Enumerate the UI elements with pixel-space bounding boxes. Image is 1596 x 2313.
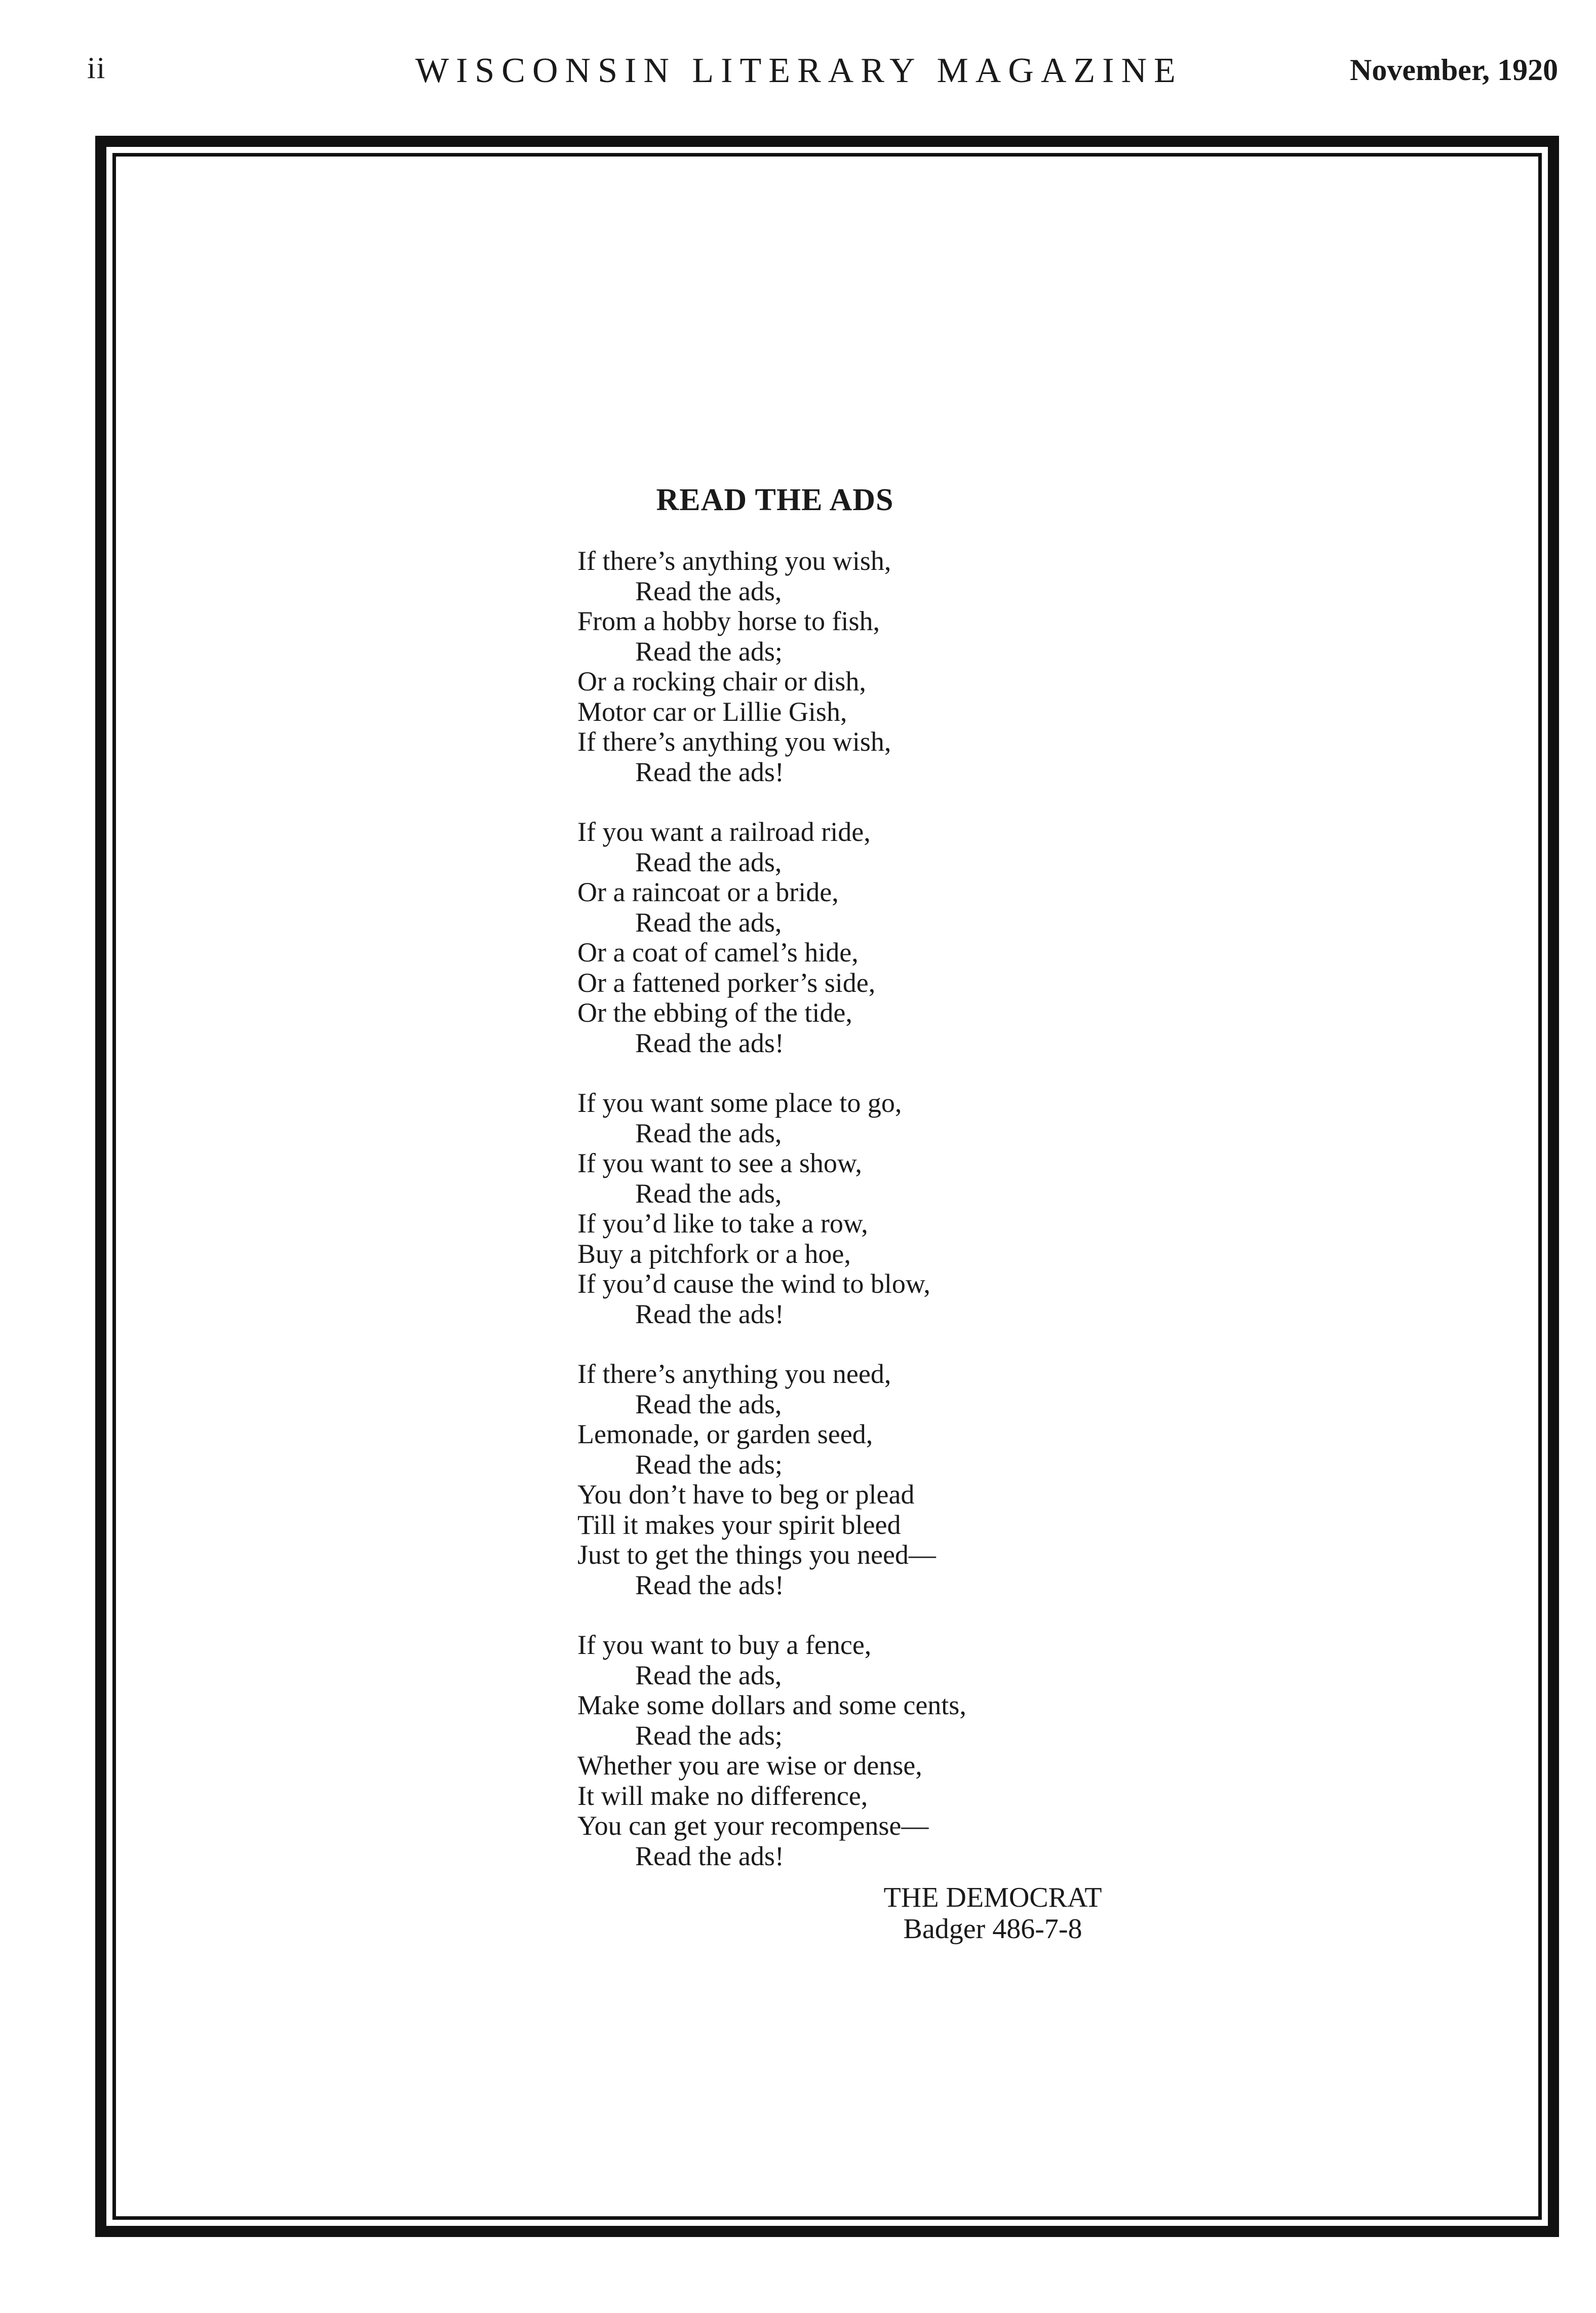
magazine-title: WISCONSIN LITERARY MAGAZINE <box>415 51 1183 90</box>
advertiser-phone: Badger 486-7-8 <box>903 1913 1082 1945</box>
poem-line: If you’d like to take a row, <box>577 1208 868 1239</box>
poem-stanza <box>577 817 1135 1058</box>
poem-line: It will make no difference, <box>577 1780 868 1811</box>
poem-line: Till it makes your spirit bleed <box>577 1509 901 1540</box>
poem-line: If you want to buy a fence, <box>577 1630 872 1660</box>
poem-refrain: Read the ads; <box>635 1720 783 1751</box>
poem-line: Motor car or Lillie Gish, <box>577 696 847 727</box>
poem-refrain: Read the ads, <box>635 907 782 938</box>
poem-refrain: Read the ads, <box>635 1178 782 1209</box>
poem-line: If you want a railroad ride, <box>577 817 871 847</box>
poem-title: READ THE ADS <box>656 483 894 517</box>
issue-date: November, 1920 <box>1350 53 1559 87</box>
poem-refrain: Read the ads! <box>635 1027 784 1058</box>
poem-line: You can get your recompense— <box>577 1810 929 1841</box>
poem-line: Make some dollars and some cents, <box>577 1690 966 1720</box>
poem-refrain: Read the ads! <box>635 1840 784 1871</box>
poem-line: Or the ebbing of the tide, <box>577 997 852 1028</box>
poem-stanza <box>577 1088 1135 1329</box>
poem-refrain: Read the ads, <box>635 1389 782 1419</box>
poem-line: Buy a pitchfork or a hoe, <box>577 1238 851 1269</box>
poem-refrain: Read the ads, <box>635 1117 782 1148</box>
poem-line: Or a raincoat or a bride, <box>577 877 839 907</box>
poem-refrain: Read the ads, <box>635 846 782 877</box>
poem-line: From a hobby horse to fish, <box>577 606 880 636</box>
poem-line: If you’d cause the wind to blow, <box>577 1268 930 1299</box>
poem-stanza <box>577 1630 1135 1871</box>
poem-line: Just to get the things you need— <box>577 1539 936 1570</box>
poem-line: Whether you are wise or dense, <box>577 1750 922 1781</box>
running-header <box>0 51 1596 96</box>
advertiser-signature <box>821 1882 1165 1945</box>
poem-body <box>577 546 1135 1901</box>
poem-line: If you want some place to go, <box>577 1088 902 1118</box>
poem-line: Or a fattened porker’s side, <box>577 967 876 998</box>
poem-line: If there’s anything you need, <box>577 1359 891 1389</box>
poem-line: Lemonade, or garden seed, <box>577 1419 873 1449</box>
poem-refrain: Read the ads, <box>635 575 782 606</box>
poem-stanza <box>577 546 1135 787</box>
poem-refrain: Read the ads! <box>635 1569 784 1600</box>
poem-refrain: Read the ads! <box>635 1298 784 1329</box>
poem-refrain: Read the ads! <box>635 756 784 787</box>
poem-line: If there’s anything you wish, <box>577 726 891 757</box>
poem-refrain: Read the ads; <box>635 636 783 667</box>
poem-line: You don’t have to beg or plead <box>577 1479 915 1510</box>
poem-line: If there’s anything you wish, <box>577 546 891 576</box>
page-number: ii <box>87 51 106 85</box>
poem-refrain: Read the ads, <box>635 1660 782 1690</box>
poem-line: If you want to see a show, <box>577 1148 862 1178</box>
poem-line: Or a coat of camel’s hide, <box>577 937 859 968</box>
advertiser-name: THE DEMOCRAT <box>883 1882 1102 1913</box>
poem-refrain: Read the ads; <box>635 1449 783 1480</box>
poem-stanza <box>577 1359 1135 1600</box>
poem-line: Or a rocking chair or dish, <box>577 666 866 697</box>
